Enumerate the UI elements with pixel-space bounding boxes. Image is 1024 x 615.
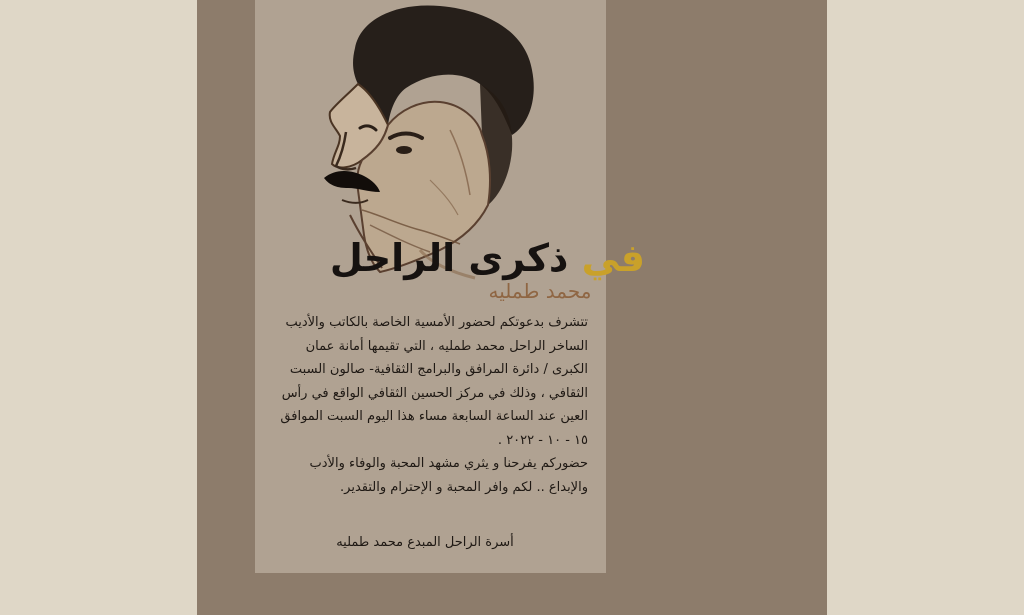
title-rest: ذكرى الراحل: [329, 236, 569, 280]
invitation-paragraph: حضوركم يفرحنا و يثري مشهد المحبة والوفاء والأدب والإبداع .. لكم وافر المحبة و الإحترام والتقدير.: [309, 456, 588, 495]
title-prefix: في: [581, 236, 645, 280]
signature: أسرة الراحل المبدع محمد طمليه: [336, 535, 514, 550]
honoree-name: محمد طمليه: [488, 279, 592, 303]
invitation-paragraph: تتشرف بدعوتكم لحضور الأمسية الخاصة بالكاتب والأديب الساخر الراحل محمد طمليه ، التي تقيمها أمانة عمان الكبرى / دائرة المرافق والبرامج الثقافية- صالون السبت الثقافي ، وذلك في مركز الحسين الثقافي الواقع في رأس العين عند الساعة السابعة مساء هذا اليوم السبت الموافق ١٥ - ١٠ - ٢٠٢٢ .: [280, 315, 588, 448]
invitation-body: [268, 311, 588, 499]
poster-title: [329, 234, 645, 282]
